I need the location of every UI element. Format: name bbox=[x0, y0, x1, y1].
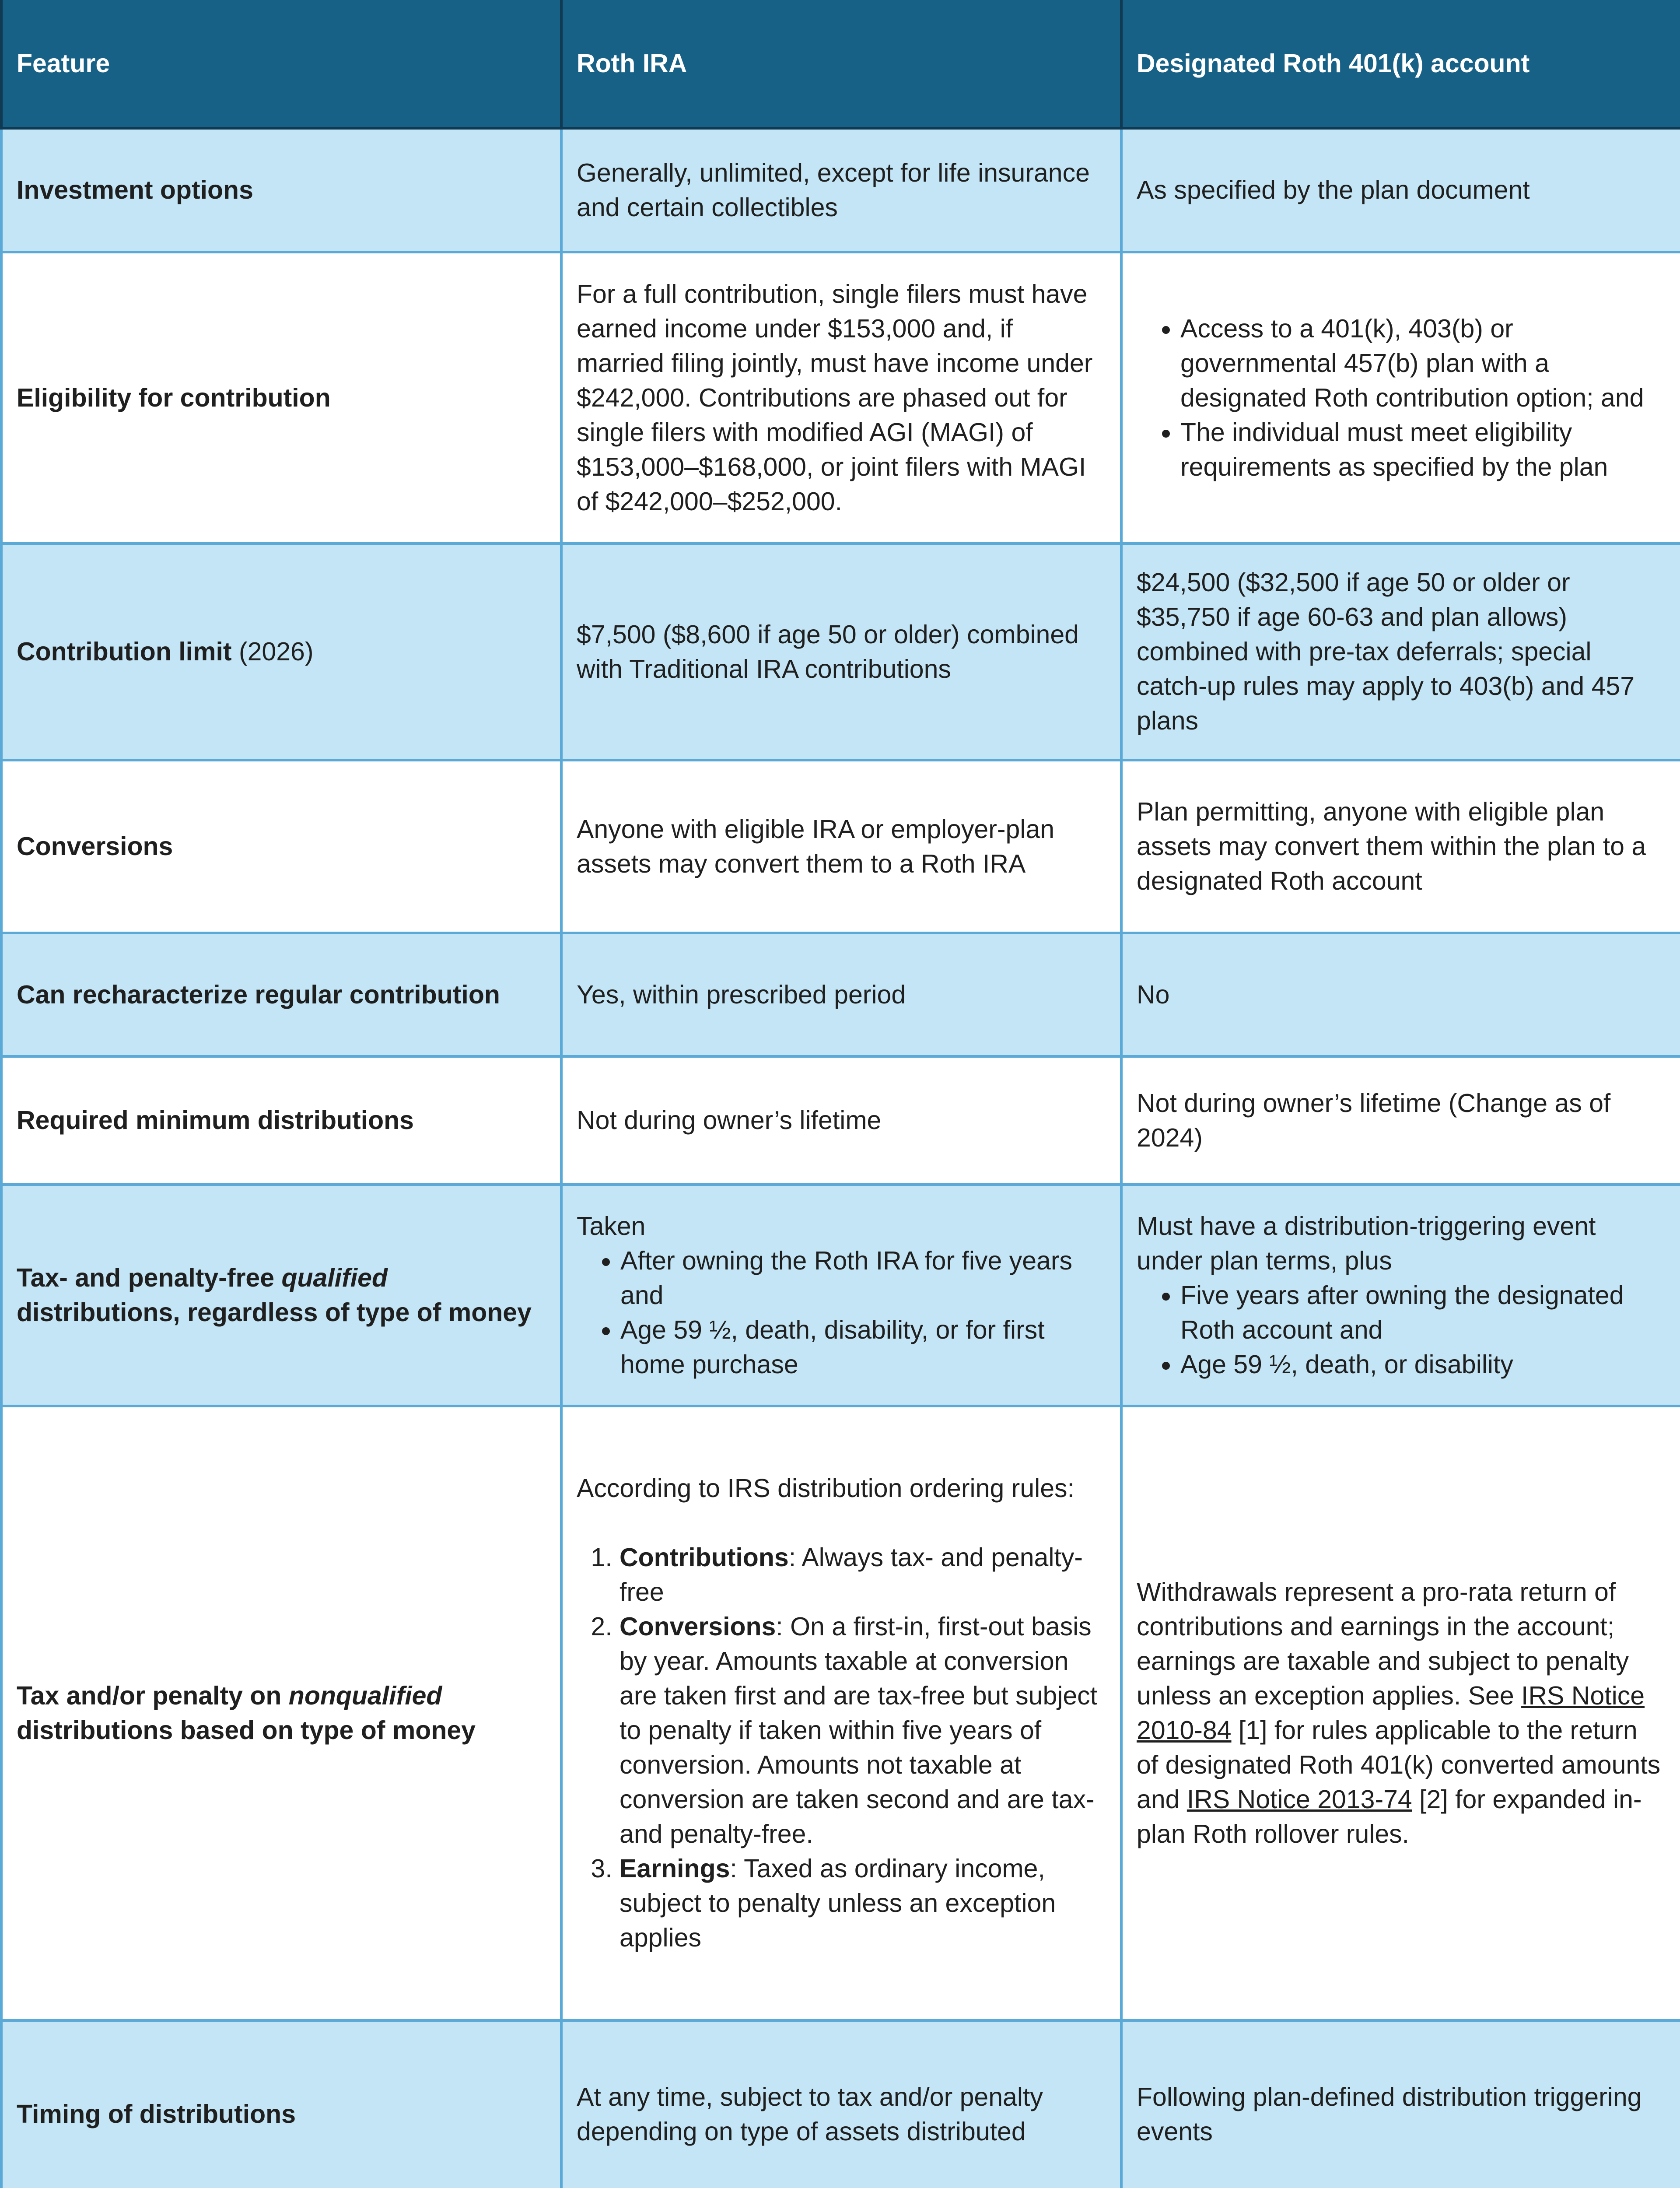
row-recharacterize bbox=[1, 933, 1680, 1056]
list-item: • Five years after owning the designated Roth account and bbox=[1180, 1278, 1666, 1347]
feature-cell: Investment options bbox=[1, 128, 561, 252]
feature-emphasis: qualified bbox=[281, 1263, 388, 1292]
row-nonqualified-distributions bbox=[1, 1406, 1680, 2020]
roth-ira-cell: Generally, unlimited, except for life insurance and certain collectibles bbox=[561, 128, 1121, 252]
feature-cell bbox=[1, 1185, 561, 1406]
feature-cell: Eligibility for contribution bbox=[1, 252, 561, 543]
roth-ira-cell: Yes, within prescribed period bbox=[561, 933, 1121, 1056]
roth-401k-cell: $24,500 ($32,500 if age 50 or older or $35,750 if age 60-63 and plan allows) combined with pre-tax deferrals; special catch-up rules may apply to 403(b) and 457 plans bbox=[1121, 543, 1680, 760]
row-timing bbox=[1, 2020, 1680, 2188]
irs-notice-2010-84-link[interactable]: IRS Notice 2010-84 bbox=[1137, 1681, 1645, 1745]
qualified-ira-list bbox=[577, 1244, 1106, 1382]
roth-ira-cell: At any time, subject to tax and/or penalty depending on type of assets distributed bbox=[561, 2020, 1121, 2188]
feature-part: distributions, regardless of type of money bbox=[17, 1298, 532, 1327]
feature-part: Tax- and penalty-free bbox=[17, 1263, 282, 1292]
list-item bbox=[620, 1540, 1106, 1609]
list-text: : Taxed as ordinary income, subject to penalty unless an exception applies bbox=[620, 1854, 1056, 1952]
list-item: • Age 59 ½, death, or disability bbox=[1180, 1347, 1666, 1382]
roth-401k-cell: As specified by the plan document bbox=[1121, 128, 1680, 252]
qualified-401k-list bbox=[1137, 1278, 1666, 1382]
roth-401k-cell: Plan permitting, anyone with eligible plan assets may convert them within the plan to a designated Roth account bbox=[1121, 760, 1680, 933]
header-row bbox=[1, 0, 1680, 128]
list-item: • Age 59 ½, death, disability, or for first home purchase bbox=[620, 1313, 1106, 1382]
row-eligibility bbox=[1, 252, 1680, 543]
feature-cell bbox=[1, 543, 561, 760]
roth-ira-cell bbox=[561, 1406, 1121, 2020]
cell-intro: Taken bbox=[577, 1211, 646, 1241]
list-term: Earnings bbox=[620, 1854, 730, 1883]
cell-intro: Must have a distribution-triggering event under plan terms, plus bbox=[1137, 1211, 1596, 1275]
feature-cell: Can recharacterize regular contribution bbox=[1, 933, 561, 1056]
list-item bbox=[620, 1609, 1106, 1851]
header-roth-ira: Roth IRA bbox=[561, 0, 1121, 128]
list-text: : On a first-in, first-out basis by year. Amounts taxable at conversion are taken first and are tax-free but subject to penalty if taken within five years of conversion. Amounts not taxable at conversion are taken second and are tax- and penalty-free. bbox=[620, 1612, 1098, 1848]
roth-401k-cell: Not during owner’s lifetime (Change as of 2024) bbox=[1121, 1056, 1680, 1185]
feature-emphasis: nonqualified bbox=[288, 1681, 442, 1710]
row-investment-options bbox=[1, 128, 1680, 252]
roth-401k-cell bbox=[1121, 1406, 1680, 2020]
roth-401k-cell bbox=[1121, 1185, 1680, 1406]
roth-ira-cell: Anyone with eligible IRA or employer-plan assets may convert them to a Roth IRA bbox=[561, 760, 1121, 933]
header-feature: Feature bbox=[1, 0, 561, 128]
roth-401k-cell: No bbox=[1121, 933, 1680, 1056]
feature-year: (2026) bbox=[238, 637, 314, 666]
cell-text: [2] for expanded in-plan Roth rollover rules. bbox=[1137, 1785, 1642, 1848]
roth-ira-cell: For a full contribution, single filers must have earned income under $153,000 and, if married filing jointly, must have income under $242,000. Contributions are phased out for single filers with modified AGI (MAGI) of $153,000–$168,000, or joint filers with MAGI of $242,000–$252,000. bbox=[561, 252, 1121, 543]
list-item: • The individual must meet eligibility requirements as specified by the plan bbox=[1180, 415, 1666, 484]
cell-text: Withdrawals represent a pro-rata return of contributions and earnings in the account; earnings are taxable and subject to penalty unless an exception applies. See bbox=[1137, 1578, 1629, 1710]
list-item: • After owning the Roth IRA for five years and bbox=[620, 1244, 1106, 1313]
feature-part: Tax and/or penalty on bbox=[17, 1681, 289, 1710]
irs-notice-2013-74-link[interactable]: IRS Notice 2013-74 bbox=[1186, 1785, 1412, 1814]
roth-401k-cell bbox=[1121, 252, 1680, 543]
cell-intro: According to IRS distribution ordering rules: bbox=[577, 1474, 1074, 1503]
feature-cell bbox=[1, 1406, 561, 2020]
list-item bbox=[620, 1851, 1106, 1955]
feature-cell: Required minimum distributions bbox=[1, 1056, 561, 1185]
list-term: Contributions bbox=[620, 1543, 789, 1572]
ordering-rules-list bbox=[577, 1540, 1106, 1955]
list-term: Conversions bbox=[620, 1612, 776, 1641]
roth-401k-cell: Following plan-defined distribution triggering events bbox=[1121, 2020, 1680, 2188]
feature-part: distributions based on type of money bbox=[17, 1716, 476, 1745]
feature-cell: Conversions bbox=[1, 760, 561, 933]
eligibility-list bbox=[1137, 312, 1666, 484]
header-roth-401k: Designated Roth 401(k) account bbox=[1121, 0, 1680, 128]
list-item: • Access to a 401(k), 403(b) or governmental 457(b) plan with a designated Roth contribution option; and bbox=[1180, 312, 1666, 415]
roth-ira-cell bbox=[561, 1185, 1121, 1406]
cell-text: [1] for rules applicable to the return of designated Roth 401(k) converted amounts and bbox=[1137, 1716, 1661, 1814]
row-rmd bbox=[1, 1056, 1680, 1185]
roth-ira-cell: $7,500 ($8,600 if age 50 or older) combined with Traditional IRA contributions bbox=[561, 543, 1121, 760]
roth-ira-cell: Not during owner’s lifetime bbox=[561, 1056, 1121, 1185]
row-qualified-distributions bbox=[1, 1185, 1680, 1406]
feature-label: Contribution limit bbox=[17, 637, 232, 666]
feature-cell: Timing of distributions bbox=[1, 2020, 561, 2188]
row-conversions bbox=[1, 760, 1680, 933]
list-text: : Always tax- and penalty-free bbox=[620, 1543, 1083, 1606]
row-contribution-limit bbox=[1, 543, 1680, 760]
